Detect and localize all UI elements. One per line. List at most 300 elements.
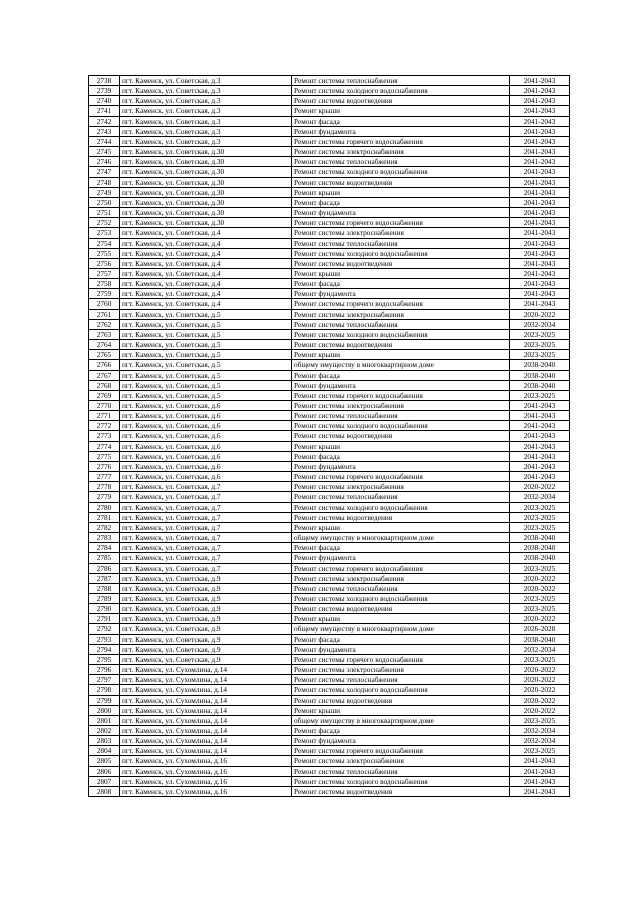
table-row — [89, 340, 570, 350]
row-number-cell: 2804 — [89, 746, 120, 756]
work-type-cell: Ремонт системы водоотведения — [292, 604, 510, 614]
address-cell: пгт. Каменск, ул. Советская, д.7 — [120, 522, 292, 532]
row-number-cell: 2781 — [89, 512, 120, 522]
table-row — [89, 593, 570, 603]
table-row — [89, 482, 570, 492]
work-type-cell: Ремонт фасада — [292, 451, 510, 461]
work-type-cell: Ремонт системы электроснабжения — [292, 401, 510, 411]
work-type-cell: Ремонт крыши — [292, 268, 510, 278]
table-row — [89, 746, 570, 756]
period-cell: 2023-2025 — [510, 746, 570, 756]
work-type-cell: Ремонт фасада — [292, 116, 510, 126]
work-type-cell: Ремонт системы водоотведения — [292, 258, 510, 268]
address-cell: пгт. Каменск, ул. Сухомлина, д.14 — [120, 746, 292, 756]
work-type-cell: Ремонт системы теплоснабжения — [292, 675, 510, 685]
address-cell: пгт. Каменск, ул. Советская, д.7 — [120, 502, 292, 512]
period-cell: 2041-2043 — [510, 421, 570, 431]
work-type-cell: Ремонт системы горячего водоснабжения — [292, 390, 510, 400]
table-row — [89, 543, 570, 553]
table-row — [89, 451, 570, 461]
address-cell: пгт. Каменск, ул. Сухомлина, д.14 — [120, 695, 292, 705]
period-cell: 2041-2043 — [510, 279, 570, 289]
period-cell: 2041-2043 — [510, 766, 570, 776]
table-row — [89, 553, 570, 563]
work-type-cell: Ремонт системы горячего водоснабжения — [292, 299, 510, 309]
period-cell: 2041-2043 — [510, 208, 570, 218]
period-cell: 2041-2043 — [510, 268, 570, 278]
row-number-cell: 2797 — [89, 675, 120, 685]
address-cell: пгт. Каменск, ул. Советская, д.4 — [120, 289, 292, 299]
period-cell: 2041-2043 — [510, 776, 570, 786]
period-cell: 2041-2043 — [510, 248, 570, 258]
row-number-cell: 2765 — [89, 350, 120, 360]
table-row — [89, 583, 570, 593]
address-cell: пгт. Каменск, ул. Советская, д.30 — [120, 157, 292, 167]
address-cell: пгт. Каменск, ул. Советская, д.7 — [120, 512, 292, 522]
work-type-cell: Ремонт фасада — [292, 370, 510, 380]
table-row — [89, 766, 570, 776]
address-cell: пгт. Каменск, ул. Советская, д.3 — [120, 96, 292, 106]
period-cell: 2041-2043 — [510, 157, 570, 167]
work-type-cell: общему имуществу в многоквартирном доме — [292, 624, 510, 634]
work-type-cell: Ремонт системы теплоснабжения — [292, 492, 510, 502]
work-type-cell: Ремонт системы водоотведения — [292, 512, 510, 522]
period-cell: 2023-2025 — [510, 502, 570, 512]
address-cell: пгт. Каменск, ул. Советская, д.9 — [120, 644, 292, 654]
table-row — [89, 563, 570, 573]
period-cell: 2020-2022 — [510, 309, 570, 319]
table-row — [89, 86, 570, 96]
work-type-cell: Ремонт системы холодного водоснабжения — [292, 86, 510, 96]
address-cell: пгт. Каменск, ул. Советская, д.9 — [120, 593, 292, 603]
table-row — [89, 258, 570, 268]
row-number-cell: 2741 — [89, 106, 120, 116]
table-row — [89, 218, 570, 228]
address-cell: пгт. Каменск, ул. Советская, д.3 — [120, 116, 292, 126]
table-row — [89, 208, 570, 218]
address-cell: пгт. Каменск, ул. Сухомлина, д.14 — [120, 665, 292, 675]
address-cell: пгт. Каменск, ул. Советская, д.9 — [120, 654, 292, 664]
work-type-cell: Ремонт системы теплоснабжения — [292, 411, 510, 421]
address-cell: пгт. Каменск, ул. Советская, д.6 — [120, 401, 292, 411]
address-cell: пгт. Каменск, ул. Сухомлина, д.14 — [120, 705, 292, 715]
period-cell: 2023-2025 — [510, 522, 570, 532]
period-cell: 2041-2043 — [510, 218, 570, 228]
work-type-cell: Ремонт системы холодного водоснабжения — [292, 167, 510, 177]
work-type-cell: Ремонт системы водоотведения — [292, 340, 510, 350]
table-row — [89, 177, 570, 187]
table-row — [89, 685, 570, 695]
table-row — [89, 167, 570, 177]
address-cell: пгт. Каменск, ул. Советская, д.5 — [120, 380, 292, 390]
period-cell: 2041-2043 — [510, 411, 570, 421]
table-row — [89, 329, 570, 339]
work-type-cell: Ремонт системы холодного водоснабжения — [292, 685, 510, 695]
work-type-cell: Ремонт системы электроснабжения — [292, 309, 510, 319]
row-number-cell: 2782 — [89, 522, 120, 532]
table-row — [89, 106, 570, 116]
table-row — [89, 654, 570, 664]
period-cell: 2026-2028 — [510, 624, 570, 634]
row-number-cell: 2787 — [89, 573, 120, 583]
work-type-cell: Ремонт системы теплоснабжения — [292, 157, 510, 167]
period-cell: 2041-2043 — [510, 238, 570, 248]
period-cell: 2020-2022 — [510, 665, 570, 675]
row-number-cell: 2799 — [89, 695, 120, 705]
table-row — [89, 604, 570, 614]
row-number-cell: 2749 — [89, 187, 120, 197]
address-cell: пгт. Каменск, ул. Советская, д.9 — [120, 583, 292, 593]
address-cell: пгт. Каменск, ул. Сухомлина, д.14 — [120, 685, 292, 695]
address-cell: пгт. Каменск, ул. Советская, д.30 — [120, 177, 292, 187]
work-type-cell: общему имуществу в многоквартирном доме — [292, 360, 510, 370]
address-cell: пгт. Каменск, ул. Сухомлина, д.16 — [120, 776, 292, 786]
row-number-cell: 2771 — [89, 411, 120, 421]
address-cell: пгт. Каменск, ул. Советская, д.4 — [120, 248, 292, 258]
address-cell: пгт. Каменск, ул. Советская, д.5 — [120, 340, 292, 350]
work-type-cell: Ремонт системы водоотведения — [292, 786, 510, 796]
period-cell: 2023-2025 — [510, 563, 570, 573]
period-cell: 2023-2025 — [510, 715, 570, 725]
row-number-cell: 2743 — [89, 126, 120, 136]
table-row — [89, 309, 570, 319]
period-cell: 2041-2043 — [510, 76, 570, 86]
work-type-cell: Ремонт системы горячего водоснабжения — [292, 563, 510, 573]
table-row — [89, 370, 570, 380]
period-cell: 2041-2043 — [510, 786, 570, 796]
period-cell: 2041-2043 — [510, 96, 570, 106]
work-type-cell: Ремонт крыши — [292, 187, 510, 197]
row-number-cell: 2752 — [89, 218, 120, 228]
period-cell: 2041-2043 — [510, 258, 570, 268]
period-cell: 2038-2040 — [510, 533, 570, 543]
table-row — [89, 502, 570, 512]
work-type-cell: Ремонт системы холодного водоснабжения — [292, 776, 510, 786]
period-cell: 2041-2043 — [510, 86, 570, 96]
table-row — [89, 197, 570, 207]
period-cell: 2041-2043 — [510, 431, 570, 441]
row-number-cell: 2762 — [89, 319, 120, 329]
row-number-cell: 2793 — [89, 634, 120, 644]
period-cell: 2032-2034 — [510, 644, 570, 654]
work-type-cell: Ремонт системы водоотведения — [292, 695, 510, 705]
work-type-cell: Ремонт крыши — [292, 614, 510, 624]
table-row — [89, 461, 570, 471]
work-type-cell: Ремонт крыши — [292, 705, 510, 715]
period-cell: 2023-2025 — [510, 329, 570, 339]
table-row — [89, 126, 570, 136]
address-cell: пгт. Каменск, ул. Советская, д.4 — [120, 299, 292, 309]
address-cell: пгт. Каменск, ул. Сухомлина, д.16 — [120, 766, 292, 776]
address-cell: пгт. Каменск, ул. Советская, д.4 — [120, 279, 292, 289]
row-number-cell: 2801 — [89, 715, 120, 725]
row-number-cell: 2764 — [89, 340, 120, 350]
address-cell: пгт. Каменск, ул. Сухомлина, д.16 — [120, 756, 292, 766]
row-number-cell: 2806 — [89, 766, 120, 776]
period-cell: 2020-2022 — [510, 685, 570, 695]
row-number-cell: 2802 — [89, 726, 120, 736]
period-cell: 2032-2034 — [510, 736, 570, 746]
address-cell: пгт. Каменск, ул. Советская, д.7 — [120, 482, 292, 492]
row-number-cell: 2740 — [89, 96, 120, 106]
row-number-cell: 2779 — [89, 492, 120, 502]
period-cell: 2041-2043 — [510, 289, 570, 299]
repair-schedule-table — [88, 75, 570, 797]
address-cell: пгт. Каменск, ул. Советская, д.5 — [120, 329, 292, 339]
period-cell: 2041-2043 — [510, 177, 570, 187]
period-cell: 2041-2043 — [510, 106, 570, 116]
row-number-cell: 2770 — [89, 401, 120, 411]
period-cell: 2041-2043 — [510, 187, 570, 197]
row-number-cell: 2760 — [89, 299, 120, 309]
row-number-cell: 2766 — [89, 360, 120, 370]
address-cell: пгт. Каменск, ул. Советская, д.30 — [120, 147, 292, 157]
address-cell: пгт. Каменск, ул. Советская, д.6 — [120, 451, 292, 461]
row-number-cell: 2756 — [89, 258, 120, 268]
row-number-cell: 2755 — [89, 248, 120, 258]
work-type-cell: общему имуществу в многоквартирном доме — [292, 715, 510, 725]
row-number-cell: 2780 — [89, 502, 120, 512]
row-number-cell: 2783 — [89, 533, 120, 543]
address-cell: пгт. Каменск, ул. Советская, д.4 — [120, 258, 292, 268]
period-cell: 2041-2043 — [510, 167, 570, 177]
row-number-cell: 2798 — [89, 685, 120, 695]
table-row — [89, 268, 570, 278]
table-row — [89, 624, 570, 634]
row-number-cell: 2747 — [89, 167, 120, 177]
address-cell: пгт. Каменск, ул. Советская, д.6 — [120, 431, 292, 441]
period-cell: 2038-2040 — [510, 634, 570, 644]
row-number-cell: 2754 — [89, 238, 120, 248]
table-row — [89, 441, 570, 451]
period-cell: 2041-2043 — [510, 197, 570, 207]
period-cell: 2020-2022 — [510, 695, 570, 705]
row-number-cell: 2746 — [89, 157, 120, 167]
table-row — [89, 695, 570, 705]
document-page — [88, 75, 569, 797]
period-cell: 2032-2034 — [510, 726, 570, 736]
row-number-cell: 2803 — [89, 736, 120, 746]
table-row — [89, 431, 570, 441]
period-cell: 2038-2040 — [510, 360, 570, 370]
work-type-cell: Ремонт системы теплоснабжения — [292, 583, 510, 593]
work-type-cell: Ремонт системы теплоснабжения — [292, 766, 510, 776]
row-number-cell: 2774 — [89, 441, 120, 451]
row-number-cell: 2744 — [89, 136, 120, 146]
period-cell: 2023-2025 — [510, 512, 570, 522]
row-number-cell: 2767 — [89, 370, 120, 380]
work-type-cell: Ремонт системы электроснабжения — [292, 228, 510, 238]
work-type-cell: Ремонт системы холодного водоснабжения — [292, 593, 510, 603]
row-number-cell: 2753 — [89, 228, 120, 238]
row-number-cell: 2748 — [89, 177, 120, 187]
table-row — [89, 512, 570, 522]
address-cell: пгт. Каменск, ул. Советская, д.6 — [120, 421, 292, 431]
work-type-cell: Ремонт фундамента — [292, 736, 510, 746]
table-row — [89, 421, 570, 431]
row-number-cell: 2794 — [89, 644, 120, 654]
period-cell: 2020-2022 — [510, 614, 570, 624]
address-cell: пгт. Каменск, ул. Советская, д.6 — [120, 411, 292, 421]
table-row — [89, 736, 570, 746]
row-number-cell: 2807 — [89, 776, 120, 786]
address-cell: пгт. Каменск, ул. Советская, д.30 — [120, 218, 292, 228]
table-row — [89, 715, 570, 725]
row-number-cell: 2758 — [89, 279, 120, 289]
table-row — [89, 573, 570, 583]
address-cell: пгт. Каменск, ул. Советская, д.5 — [120, 360, 292, 370]
table-row — [89, 533, 570, 543]
address-cell: пгт. Каменск, ул. Сухомлина, д.14 — [120, 726, 292, 736]
row-number-cell: 2738 — [89, 76, 120, 86]
address-cell: пгт. Каменск, ул. Советская, д.9 — [120, 604, 292, 614]
table-row — [89, 472, 570, 482]
row-number-cell: 2757 — [89, 268, 120, 278]
table-body — [89, 76, 570, 797]
work-type-cell: Ремонт системы горячего водоснабжения — [292, 218, 510, 228]
work-type-cell: Ремонт фундамента — [292, 126, 510, 136]
table-row — [89, 522, 570, 532]
period-cell: 2023-2025 — [510, 654, 570, 664]
work-type-cell: Ремонт крыши — [292, 106, 510, 116]
work-type-cell: Ремонт системы горячего водоснабжения — [292, 654, 510, 664]
row-number-cell: 2796 — [89, 665, 120, 675]
period-cell: 2041-2043 — [510, 401, 570, 411]
work-type-cell: Ремонт системы водоотведения — [292, 177, 510, 187]
table-row — [89, 116, 570, 126]
table-row — [89, 289, 570, 299]
row-number-cell: 2739 — [89, 86, 120, 96]
work-type-cell: Ремонт системы горячего водоснабжения — [292, 746, 510, 756]
table-row — [89, 279, 570, 289]
work-type-cell: Ремонт системы холодного водоснабжения — [292, 248, 510, 258]
work-type-cell: Ремонт системы горячего водоснабжения — [292, 136, 510, 146]
period-cell: 2023-2025 — [510, 604, 570, 614]
row-number-cell: 2778 — [89, 482, 120, 492]
table-row — [89, 401, 570, 411]
work-type-cell: Ремонт крыши — [292, 522, 510, 532]
table-row — [89, 705, 570, 715]
address-cell: пгт. Каменск, ул. Советская, д.30 — [120, 187, 292, 197]
address-cell: пгт. Каменск, ул. Советская, д.6 — [120, 461, 292, 471]
table-row — [89, 786, 570, 796]
address-cell: пгт. Каменск, ул. Советская, д.7 — [120, 553, 292, 563]
table-row — [89, 726, 570, 736]
work-type-cell: Ремонт системы водоотведения — [292, 431, 510, 441]
table-row — [89, 380, 570, 390]
period-cell: 2020-2022 — [510, 573, 570, 583]
address-cell: пгт. Каменск, ул. Советская, д.5 — [120, 350, 292, 360]
period-cell: 2041-2043 — [510, 441, 570, 451]
address-cell: пгт. Каменск, ул. Советская, д.30 — [120, 197, 292, 207]
period-cell: 2041-2043 — [510, 228, 570, 238]
period-cell: 2041-2043 — [510, 461, 570, 471]
address-cell: пгт. Каменск, ул. Сухомлина, д.14 — [120, 715, 292, 725]
address-cell: пгт. Каменск, ул. Советская, д.5 — [120, 319, 292, 329]
work-type-cell: Ремонт системы теплоснабжения — [292, 76, 510, 86]
row-number-cell: 2750 — [89, 197, 120, 207]
table-row — [89, 492, 570, 502]
period-cell: 2041-2043 — [510, 126, 570, 136]
row-number-cell: 2763 — [89, 329, 120, 339]
row-number-cell: 2742 — [89, 116, 120, 126]
work-type-cell: Ремонт системы электроснабжения — [292, 665, 510, 675]
address-cell: пгт. Каменск, ул. Советская, д.4 — [120, 268, 292, 278]
table-row — [89, 634, 570, 644]
address-cell: пгт. Каменск, ул. Советская, д.5 — [120, 309, 292, 319]
work-type-cell: Ремонт крыши — [292, 441, 510, 451]
table-row — [89, 665, 570, 675]
work-type-cell: Ремонт системы электроснабжения — [292, 482, 510, 492]
address-cell: пгт. Каменск, ул. Советская, д.5 — [120, 390, 292, 400]
address-cell: пгт. Каменск, ул. Советская, д.6 — [120, 441, 292, 451]
period-cell: 2020-2022 — [510, 675, 570, 685]
table-row — [89, 238, 570, 248]
period-cell: 2041-2043 — [510, 451, 570, 461]
period-cell: 2038-2040 — [510, 370, 570, 380]
address-cell: пгт. Каменск, ул. Советская, д.30 — [120, 208, 292, 218]
period-cell: 2041-2043 — [510, 299, 570, 309]
work-type-cell: Ремонт фасада — [292, 543, 510, 553]
work-type-cell: Ремонт фундамента — [292, 208, 510, 218]
table-row — [89, 776, 570, 786]
period-cell: 2041-2043 — [510, 472, 570, 482]
row-number-cell: 2768 — [89, 380, 120, 390]
table-row — [89, 350, 570, 360]
row-number-cell: 2777 — [89, 472, 120, 482]
row-number-cell: 2751 — [89, 208, 120, 218]
address-cell: пгт. Каменск, ул. Советская, д.7 — [120, 543, 292, 553]
period-cell: 2038-2040 — [510, 543, 570, 553]
table-row — [89, 411, 570, 421]
address-cell: пгт. Каменск, ул. Советская, д.3 — [120, 76, 292, 86]
period-cell: 2023-2025 — [510, 390, 570, 400]
period-cell: 2023-2025 — [510, 340, 570, 350]
row-number-cell: 2776 — [89, 461, 120, 471]
address-cell: пгт. Каменск, ул. Советская, д.3 — [120, 136, 292, 146]
table-row — [89, 147, 570, 157]
period-cell: 2041-2043 — [510, 136, 570, 146]
work-type-cell: Ремонт фундамента — [292, 644, 510, 654]
row-number-cell: 2773 — [89, 431, 120, 441]
address-cell: пгт. Каменск, ул. Советская, д.7 — [120, 533, 292, 543]
period-cell: 2038-2040 — [510, 553, 570, 563]
work-type-cell: Ремонт фасада — [292, 279, 510, 289]
table-row — [89, 614, 570, 624]
row-number-cell: 2761 — [89, 309, 120, 319]
row-number-cell: 2786 — [89, 563, 120, 573]
work-type-cell: Ремонт фасада — [292, 726, 510, 736]
row-number-cell: 2805 — [89, 756, 120, 766]
row-number-cell: 2785 — [89, 553, 120, 563]
table-row — [89, 675, 570, 685]
work-type-cell: Ремонт системы водоотведения — [292, 96, 510, 106]
work-type-cell: Ремонт системы холодного водоснабжения — [292, 502, 510, 512]
work-type-cell: Ремонт крыши — [292, 350, 510, 360]
work-type-cell: Ремонт системы холодного водоснабжения — [292, 421, 510, 431]
table-row — [89, 96, 570, 106]
address-cell: пгт. Каменск, ул. Сухомлина, д.14 — [120, 675, 292, 685]
period-cell: 2041-2043 — [510, 756, 570, 766]
work-type-cell: Ремонт системы электроснабжения — [292, 756, 510, 766]
address-cell: пгт. Каменск, ул. Советская, д.3 — [120, 106, 292, 116]
address-cell: пгт. Каменск, ул. Советская, д.5 — [120, 370, 292, 380]
address-cell: пгт. Каменск, ул. Советская, д.9 — [120, 624, 292, 634]
row-number-cell: 2795 — [89, 654, 120, 664]
address-cell: пгт. Каменск, ул. Сухомлина, д.14 — [120, 736, 292, 746]
table-row — [89, 390, 570, 400]
period-cell: 2020-2022 — [510, 583, 570, 593]
